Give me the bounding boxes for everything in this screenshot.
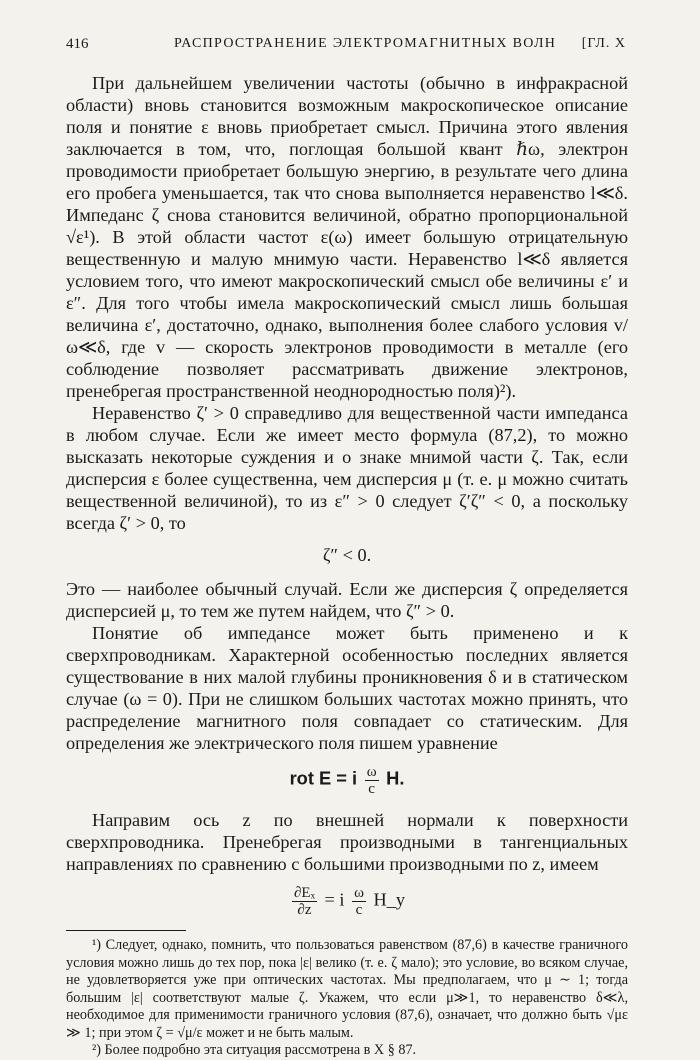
page-header: [66, 36, 626, 60]
formula-zeta: [66, 544, 628, 566]
paragraph: Это — наиболее обычный случай. Если же дисперсия ζ определяется дисперсией μ, то тем же путем найдем, что ζ″ > 0.: [66, 579, 628, 621]
footnote-separator: [66, 930, 186, 931]
paragraph: Понятие об импедансе может быть применено и к сверхпроводникам. Характерной особенностью последних является существование в них малой глубины проникновения δ и в статическом случае (ω = 0). При не слишком больших частотах можно принять, что распределение магнитного поля совпадает со статическим. Для определения же электрического поля пишем уравнение: [66, 623, 628, 753]
formula-derivative: [66, 885, 628, 918]
fraction: [292, 885, 317, 918]
formula-right: H_y: [373, 889, 405, 910]
fraction: [352, 885, 366, 918]
chapter-label: [ГЛ. X: [581, 36, 626, 51]
paragraph: Неравенство ζ′ > 0 справедливо для вещественной части импеданса в любом случае. Если же имеет место формула (87,2), то можно высказать некоторые суждения и о знаке мнимой части ζ. Так, если дисперсия ε более существенна, чем дисперсия μ (т. е. μ можно считать вещественной величиной), то из ε″ > 0 следует ζ′ζ″ < 0, а поскольку всегда ζ′ > 0, то: [66, 403, 628, 533]
footnote: ²) Более подробно эта ситуация рассмотрена в X § 87.: [92, 1042, 417, 1058]
footnote: ¹) Следует, однако, помнить, что пользоваться равенством (87,6) в качестве граничного условия можно лишь до тех пор, пока |ε| велико (т. е. ζ мало); это условие, во всяком случае, не удовлетворяется уже при оптических частотах. Мы предполагаем, что μ ∼ 1; тогда большим |ε| соответствуют малые ζ. Укажем, что если μ≫1, то неравенство δ≪λ, необходимое для применимости граничного условия (87,6), означает, что должно быть √με ≫ 1; при этом ζ = √μ/ε может и не быть малым.: [66, 937, 628, 1041]
fraction-numerator: ω: [354, 885, 364, 901]
running-title: РАСПРОСТРАНЕНИЕ ЭЛЕКТРОМАГНИТНЫХ ВОЛН: [174, 36, 557, 51]
fraction-numerator: ω: [366, 764, 377, 780]
fraction-denominator: c: [355, 902, 363, 918]
formula-rot-e: [66, 764, 628, 797]
paragraph: При дальнейшем увеличении частоты (обычно в инфракрасной области) вновь становится возможным макроскопическое описание поля и понятие ε вновь приобретает смысл. Причина этого явления заключается в том, что, поглощая большой квант ℏω, электрон проводимости приобретает большую энергию, в результате чего длина его пробега уменьшается, так что снова выполняется неравенство l≪δ. Импеданс ζ снова становится величиной, обратно пропорциональной √ε¹). В этой области частот ε(ω) имеет большую отрицательную вещественную и малую мнимую части. Неравенство l≪δ является условием того, что имеют макроскопический смысл обе величины ε′ и ε″. Для того чтобы имела макроскопический смысл лишь большая величина ε′, достаточно, однако, выполнения более слабого условия v/ω≪δ, где v — скорость электронов проводимости в металле (его соблюдение позволяет рассматривать движение электронов, пренебрегая пространственной неоднородностью поля)²).: [66, 73, 628, 401]
fraction-numerator: ∂Eₓ: [294, 885, 315, 901]
page-number: 416: [66, 36, 89, 52]
formula-text: ζ″ < 0.: [322, 545, 372, 565]
formula-right: H.: [386, 767, 405, 789]
fraction: [365, 764, 379, 797]
fraction-denominator: c: [368, 781, 375, 797]
paragraph: Направим ось z по внешней нормали к поверхности сверхпроводника. Пренебрегая производными в тангенциальных направлениях по сравнению с большими производными по z, имеем: [66, 810, 628, 874]
formula-mid: = i: [324, 889, 345, 910]
fraction-denominator: ∂z: [297, 902, 312, 918]
formula-left: rot E = i: [289, 767, 358, 789]
main-text: [66, 72, 628, 1060]
